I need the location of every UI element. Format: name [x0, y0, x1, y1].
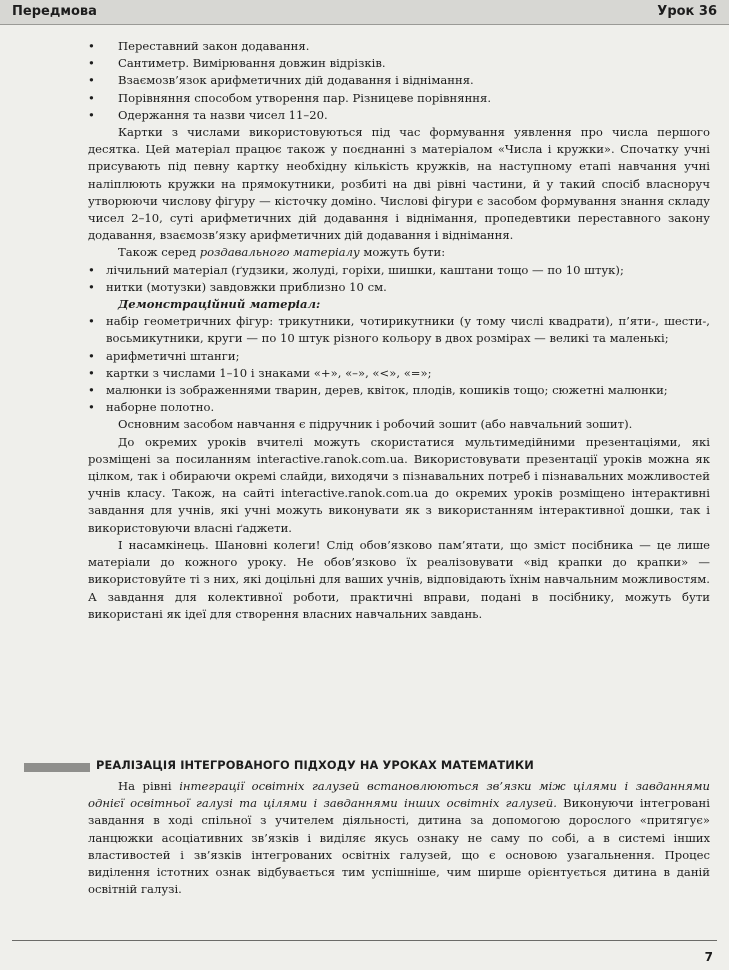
demo-item: • набір геометричних фігур: трикутники, чотирикутники (у тому числі квадрати), п’яти-, шести-, восьмикутники, круги — по 10 штук різного кольору в двох розмірах — великі та маленькі; [88, 313, 710, 347]
handout-suffix: можуть бути: [359, 245, 446, 260]
header-lesson-label: Урок 36 [657, 4, 717, 19]
running-header [0, 0, 729, 25]
demo-item: • арифметичні штанги; [88, 348, 710, 365]
demo-item: • малюнки із зображеннями тварин, дерев, квіток, плодів, кошиків тощо; сюжетні малюнки; [88, 382, 710, 399]
topic-item: • Переставний закон додавання. [88, 38, 710, 55]
demo-item: • наборне полотно. [88, 399, 710, 416]
paragraph-handout [88, 244, 710, 261]
header-section-title: Передмова [12, 4, 97, 19]
handout-prefix: Також серед [118, 245, 200, 260]
handout-italic: роздавального матеріалу [199, 245, 360, 260]
paragraph-main-tools: Основним засобом навчання є підручник і робочий зошит (або навчальний зошит). [118, 417, 633, 432]
demo-item: • картки з числами 1–10 і знаками «+», «–», «<», «=»; [88, 365, 710, 382]
demo-material-title: Демонстраційний матеріал: [118, 297, 321, 312]
handout-item: • лічильний матеріал (ґудзики, жолуді, горіхи, шишки, каштани тощо — по 10 штук); [88, 262, 710, 279]
footer-divider [12, 940, 717, 941]
paragraph-cards: Картки з числами використовуються під час формування уявлення про числа першого десятка. Цей матеріал працює також у поєднанні з матеріалом «Числа і кружки». Спочатку учні присувають під певну картку необхідну кількість кружків, на наступному етапі навчання учні наліплюють кружки на прямокутники, розбиті на дві рівні частини, й у такий спосіб власноруч утворюючи числову фігуру — кісточку доміно. Числові фігури є засобом формування знання складу чисел 2–10, суті арифметичних дій додавання і віднімання, пропедевтики переставного закону додавання, взаємозв’язку арифметичних дій додавання і віднімання. [88, 125, 710, 243]
paragraph-presentations: До окремих уроків вчителі можуть скористатися мультимедійними презентаціями, які розміщені за посиланням interactive.ranok.com.ua. Використовувати презентації уроків можна як цілком, так і обираючи окремі слайди, виходячи з пізнавальних потреб і пізнавальних можливостей учнів класу. Також, на сайті interactive.ranok.com.ua до окремих уроків розміщено інтерактивні завдання для учнів, які учні можуть виконувати як з використанням інтерактивної дошки, так і використовуючи власні ґаджети. [88, 434, 710, 535]
topic-list [88, 38, 710, 124]
page-number: 7 [704, 950, 713, 964]
topic-item: • Сантиметр. Вимірювання довжин відрізків. [88, 55, 710, 72]
demo-list [88, 313, 710, 416]
handout-list [88, 262, 710, 296]
handout-item: • нитки (мотузки) завдовжки приблизно 10 см. [88, 279, 710, 296]
paragraph-final: І насамкінець. Шановні колеги! Слід обов’язково пам’ятати, що зміст посібника — це лише матеріали до кожного уроку. Не обов’язково їх реалізовувати «від крапки до крапки» — використовуйте ті з них, які доцільні для ваших учнів, відповідають їхнім навчальним можливостям. А завдання для колективної роботи, практичні вправи, подані в посібнику, можуть бути використані як ідеї для створення власних навчальних завдань. [88, 537, 710, 621]
section-text [88, 778, 710, 898]
integration-italic: інтеграції освітніх галузей встановлюються зв’язки між цілями і завданнями однієї освітньої галузі та цілями і завданнями інших освітніх галузей. [88, 779, 710, 811]
paragraph-integration [88, 778, 710, 898]
topic-item: • Порівняння способом утворення пар. Різницеве порівняння. [88, 90, 710, 107]
topic-item: • Взаємозв’язок арифметичних дій додавання і віднімання. [88, 72, 710, 89]
integration-suffix: Виконуючи інтегровані завдання в ході спільної з учителем діяльності, дитина за допомогою дорослого «притягує» ланцюжки асоціативних зв’язків і виділяє якусь ознаку не саму по собі, а в системі інших властивостей і зв’язків інтегрованих освітніх галузей, що є основою узагальнення. Процес виділення істотних ознак відбувається тим успішніше, чим ширше орієнтується дитина в даній освітній галузі. [88, 796, 710, 897]
main-text [88, 38, 710, 623]
topic-item: • Одержання та назви чисел 11–20. [88, 107, 710, 124]
section-marker-bar [24, 763, 90, 772]
section-heading: РЕАЛІЗАЦІЯ ІНТЕГРОВАНОГО ПІДХОДУ НА УРОКАХ МАТЕМАТИКИ [96, 758, 534, 772]
integration-prefix: На рівні [118, 779, 180, 793]
